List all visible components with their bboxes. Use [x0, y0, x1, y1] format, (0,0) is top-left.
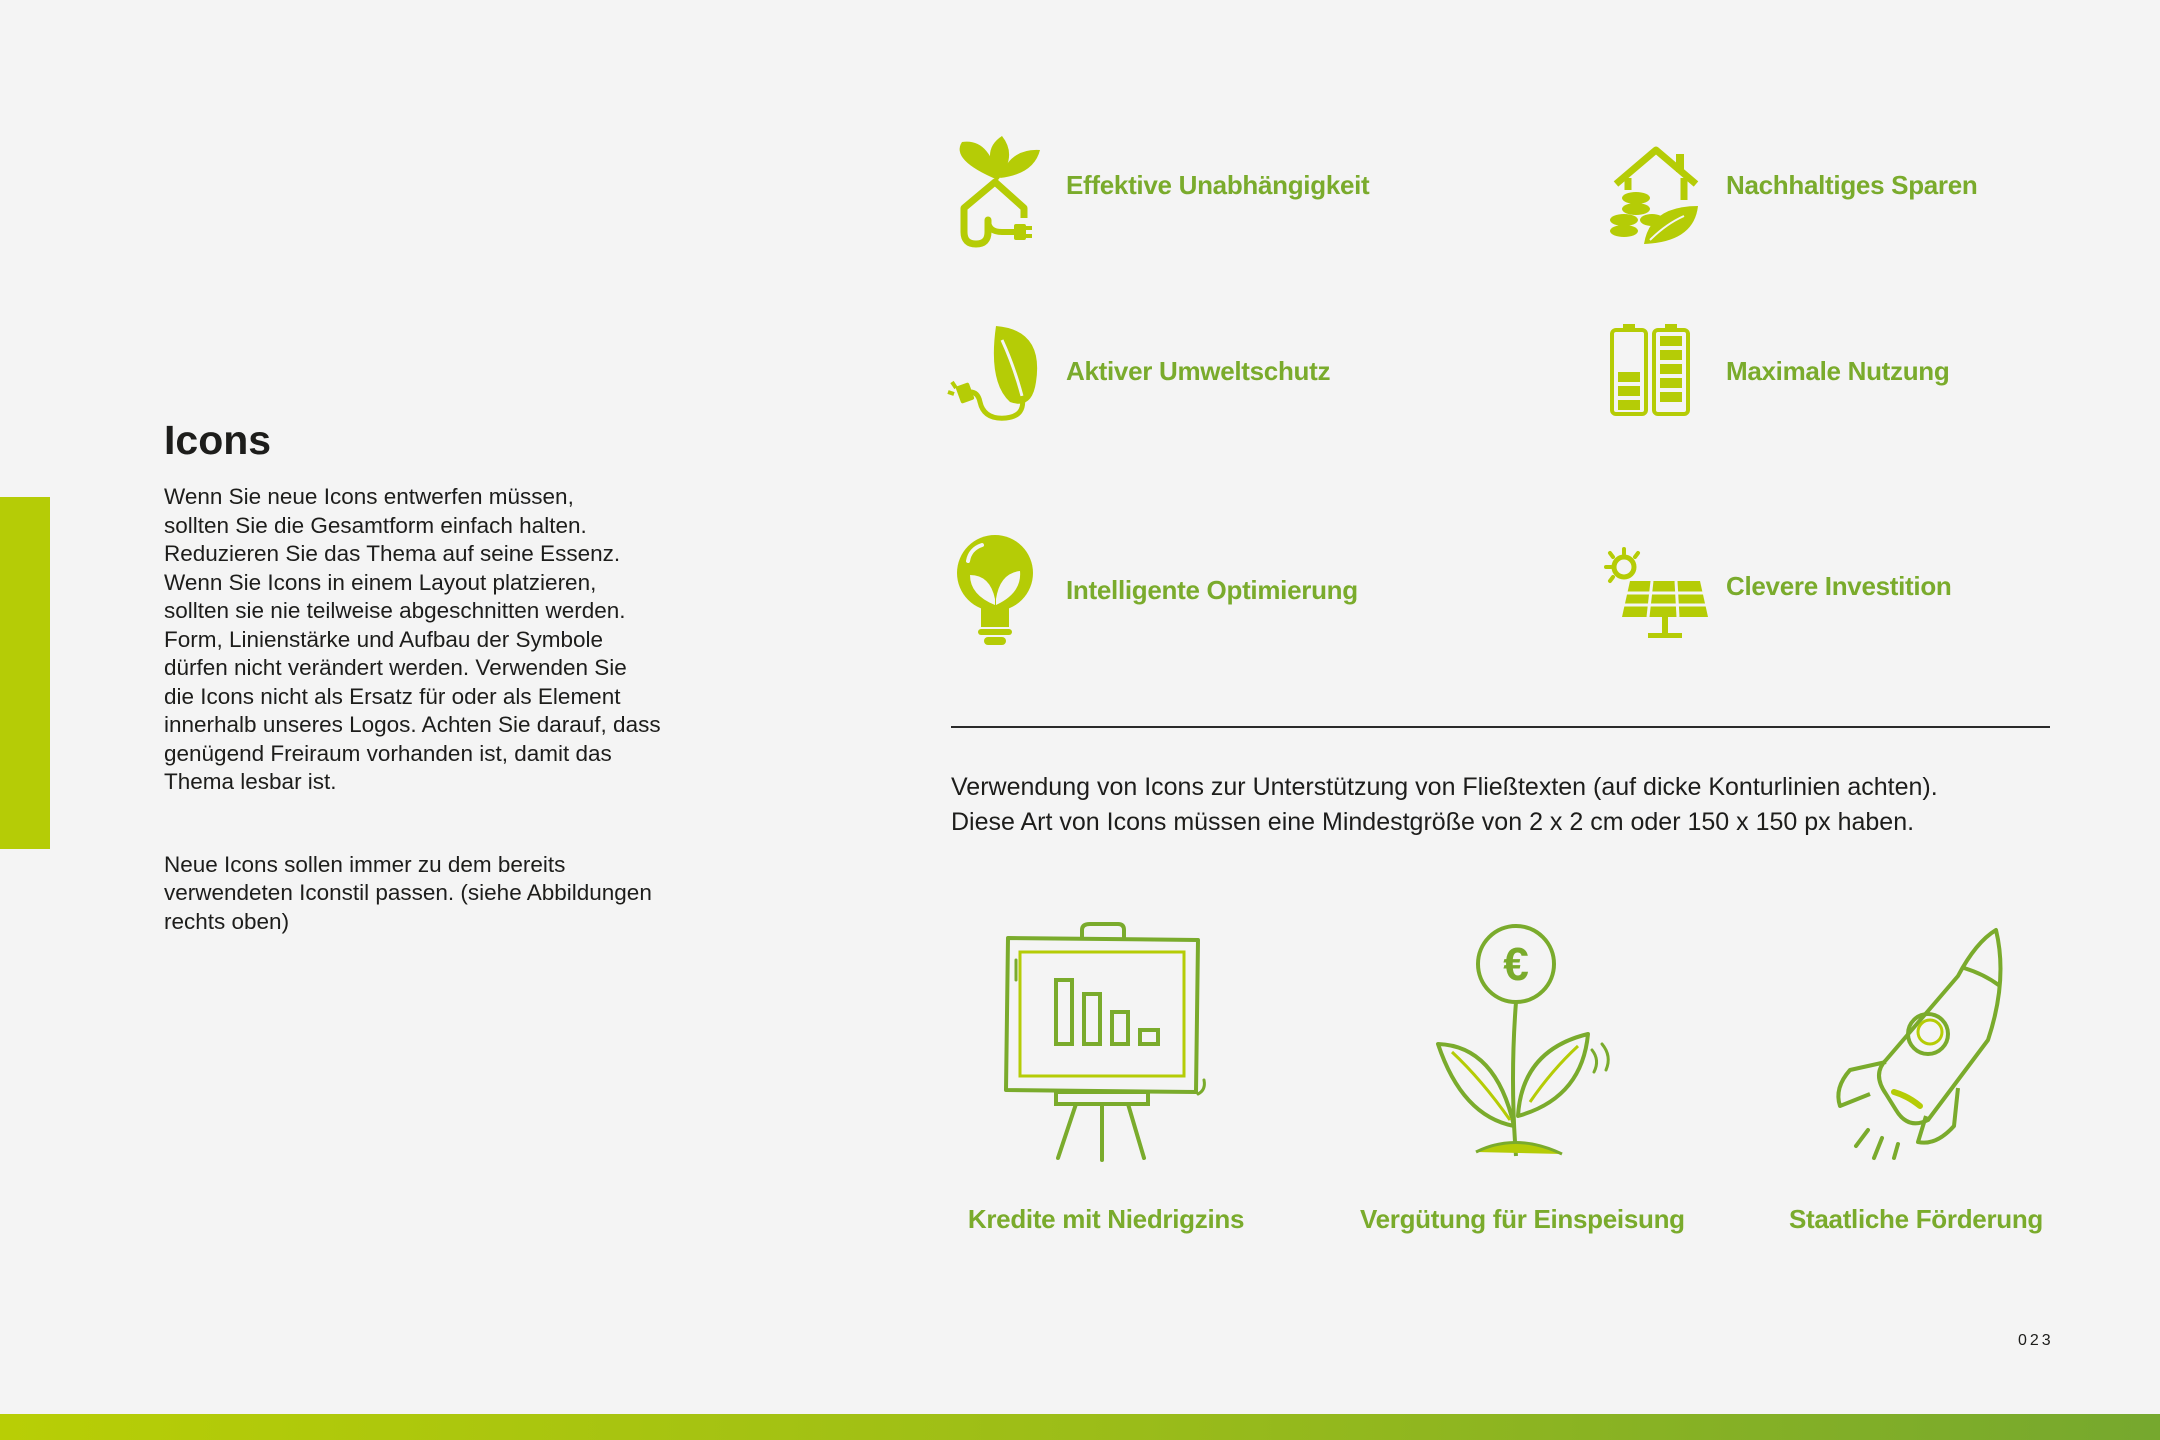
rocket-icon	[1808, 920, 2038, 1175]
feature-item	[940, 525, 1358, 655]
leaf-plug-icon	[940, 306, 1050, 436]
feature-label: Nachhaltiges Sparen	[1726, 169, 1978, 200]
solar-panel-sun-icon	[1600, 521, 1710, 651]
battery-full-icon	[1600, 306, 1710, 436]
feature-item	[940, 306, 1330, 436]
feature-item	[940, 120, 1369, 250]
line-icon-caption: Vergütung für Einspeisung	[1360, 1204, 1685, 1234]
lightbulb-leaf-icon	[940, 525, 1050, 655]
feature-label: Clevere Investition	[1726, 570, 1952, 601]
gradient-footer-bar	[0, 1414, 2160, 1440]
description-line: Verwendung von Icons zur Unterstützung von Fließtexten (auf dicke Konturlinien achten).	[951, 773, 1938, 801]
feature-label: Maximale Nutzung	[1726, 355, 1950, 386]
feature-item	[1600, 521, 1952, 651]
house-coins-leaf-icon	[1600, 120, 1710, 250]
style-note-paragraph: Neue Icons sollen immer zu dem bereits verwendeten Iconstil passen. (siehe Abbildungen rechts oben)	[164, 851, 652, 934]
icon-usage-description	[951, 770, 2071, 840]
euro-plant-icon	[1402, 920, 1632, 1175]
line-icon-caption: Kredite mit Niedrigzins	[967, 1204, 1245, 1234]
svg-text:€: €	[1503, 938, 1529, 990]
description-line: Diese Art von Icons müssen eine Mindestgröße von 2 x 2 cm oder 150 x 150 px haben.	[951, 808, 1915, 836]
presentation-board-bar-chart-icon	[990, 920, 1220, 1175]
house-plant-plug-icon	[940, 120, 1050, 250]
intro-paragraph: Wenn Sie neue Icons entwerfen müssen, sollten Sie die Gesamtform einfach halten. Reduzieren Sie das Thema auf seine Essenz. Wenn Sie Icons in einem Layout platzieren, sollten sie nie teilweise abgeschnitten werden. Form, Linienstärke und Aufbau der Symbole dürfen nicht verändert werden. Verwenden Sie die Icons nicht als Ersatz für oder als Element innerhalb unseres Logos. Achten Sie darauf, dass genügend Freiraum vorhanden ist, damit das Thema lesbar ist.	[164, 484, 661, 795]
page-number: 023	[2018, 1332, 2054, 1349]
intro-section	[164, 418, 704, 936]
line-icon-caption: Staatliche Förderung	[1788, 1204, 2044, 1234]
feature-label: Aktiver Umweltschutz	[1066, 355, 1331, 386]
page-title: Icons	[164, 417, 272, 463]
feature-item	[1600, 306, 1949, 436]
feature-item	[1600, 120, 1978, 250]
section-divider	[951, 726, 2050, 728]
feature-label: Intelligente Optimierung	[1066, 574, 1358, 605]
feature-label: Effektive Unabhängigkeit	[1066, 169, 1370, 200]
accent-side-bar	[0, 497, 50, 849]
